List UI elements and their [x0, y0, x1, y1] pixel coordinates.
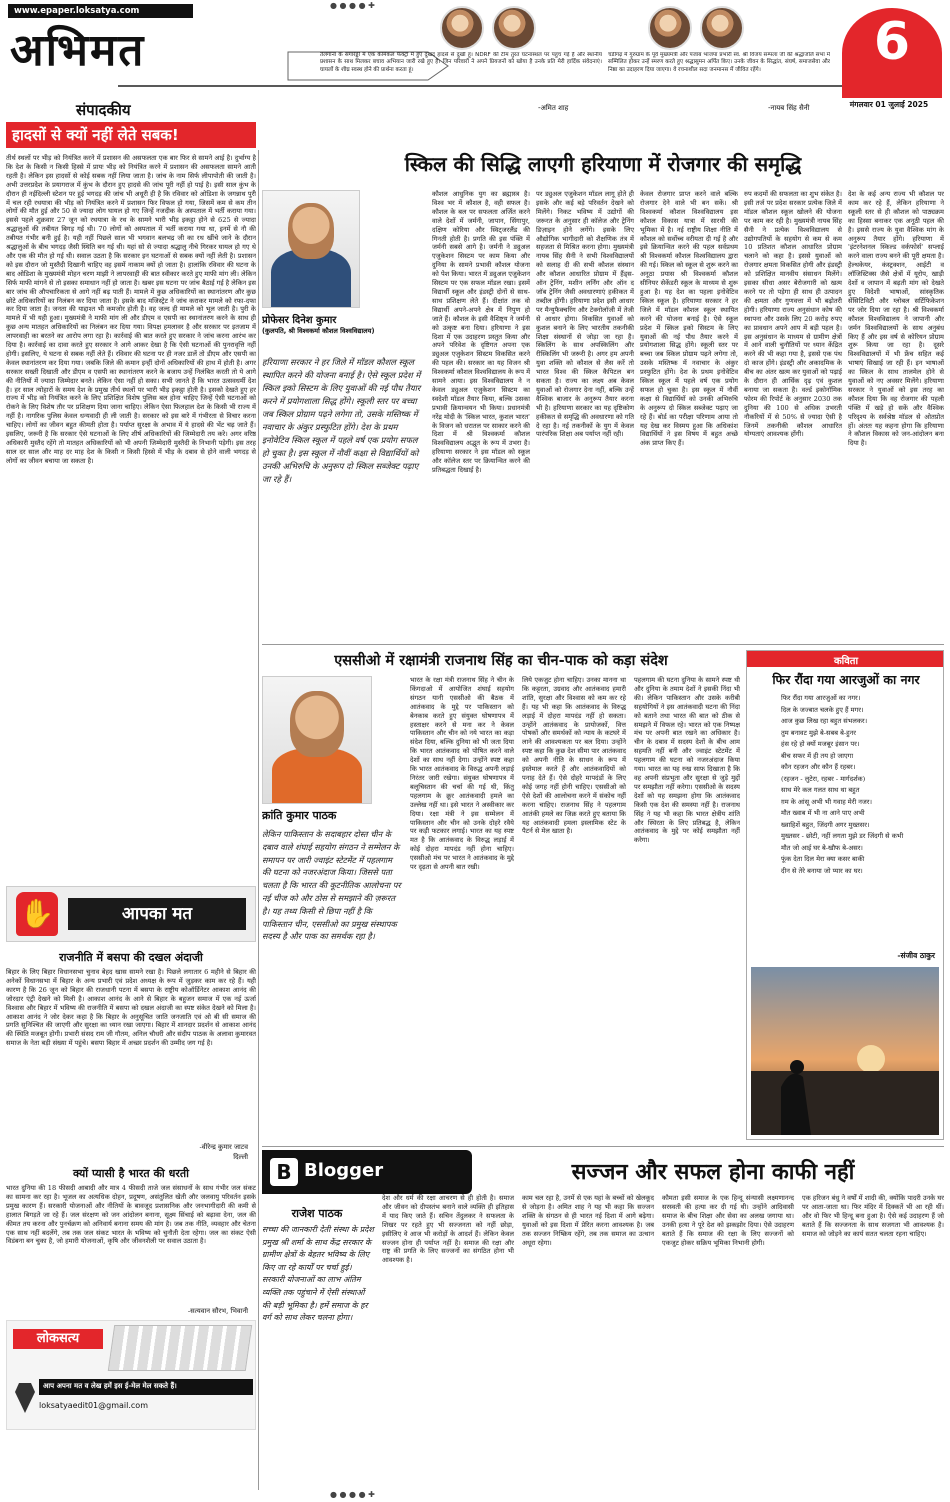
loksatya-promo [6, 1320, 256, 1430]
letter1-place: दिल्ली [233, 1153, 248, 1161]
loksatya-email[interactable]: loksatyaedit01@gmail.com [39, 1401, 148, 1410]
blogger-headline: सज्जन और सफल होना काफी नहीं [571, 1160, 855, 1185]
blogger-col3: कौमता इसी समाज के एक हिन्दू संन्यासी लक्ष्मणानन्द सरस्वती की हत्या कर दी गई थी। उन्होंने आदिवासी समाज के बीच शिक्षा और सेवा का अलख जगाया था। उनकी हत्या ने पूरे देश को झकझोर दिया। ऐसे उदाहरण बताते हैं कि समाज की रक्षा के लिए सज्जनों को एकजुट होकर सक्रिय भूमिका निभानी होगी। [662, 1194, 794, 1247]
loksatya-logo: लोकसत्य [13, 1329, 103, 1349]
blogger-col1: देश और धर्म की रक्षा आचरण से ही होती है। समाज और जीवन को दीपस्तंभ बनाने वाले व्यक्ति ही इतिहास में याद किए जाते हैं। सचिन तेंदुलकर ने सफलता के शिखर पर रहते हुए भी सज्जनता को नहीं छोड़ा, इसीलिए वे आज भी करोड़ों के आदर्श हैं। लेकिन केवल सज्जन होना ही पर्याप्त नहीं है। समाज की रक्षा और राष्ट्र की प्रगति के लिए सज्जनों का संगठित होना भी आवश्यक है। [382, 1194, 514, 1265]
article-skill-author-role: (कुलपति, श्री विश्वकर्मा कौशल विश्वविद्यालय) [262, 327, 375, 335]
kranti-kumar-pathak-photo [262, 676, 372, 804]
article-skill-headline: स्किल की सिद्धि लाएगी हरियाणा में रोजगार की समृद्धि [404, 152, 802, 176]
issue-date: मंगलवार 01 जुलाई 2025 [849, 100, 929, 109]
editorial [6, 100, 256, 880]
blogger-section [262, 1150, 944, 1492]
newspaper-stack-graphic [108, 1325, 252, 1371]
poem-box [746, 650, 944, 1140]
letter2-author: -सत्यवान सौरभ, भिवानी [187, 1307, 248, 1315]
letter1-author: -वीरेन्द्र कुमार जाटव [199, 1143, 248, 1151]
article-sco-headline: एससीओ में रक्षामंत्री राजनाथ सिंह का चीन-पाक को कड़ा संदेश [334, 653, 668, 669]
poem-line: ख्वाहिशें बहुत, जिंदगी अगर मुख्तसर। [781, 820, 870, 829]
poem-kicker: कविता [747, 651, 944, 667]
pen-nib-icon [15, 1383, 35, 1413]
poem-line: बीच सफर में ही तय हो जाएगा [781, 751, 854, 760]
article-skill-col5: देश के कई अन्य राज्य भी कौशल पर काम कर रहे हैं, लेकिन हरियाणा ने स्कूली स्तर से ही कौशल को पाठ्यक्रम का हिस्सा बनाकर एक अनूठी पहल की है। इससे राज्य के युवा वैश्विक मांग के अनुरूप तैयार होंगे। हरियाणा में 'इंटरनेशनल स्किल्ड वर्कफोर्स' सप्लाई करने वाला राज्य बनने की पूरी क्षमता है। हेल्थकेयर, कंस्ट्रक्शन, आईटी व लॉजिस्टिक्स जैसे क्षेत्रों में यूरोप, खाड़ी देशों व जापान में बढ़ती मांग को देखते हुए विदेशी भाषाओं, सांस्कृतिक सेंसिटिविटी और ग्लोबल सर्टिफिकेशन पर जोर दिया जा रहा है। श्री विश्वकर्मा कौशल विश्वविद्यालय ने जापानी और जर्मन विश्वविद्यालयों के साथ अनुबंध किए हैं और इस वर्ष से कोरियन प्रोग्राम शुरू किया जा रहा है। दूसरे विश्वविद्यालयों में भी फ्रेंच सहित कई भाषाएं सिखाई जा रही हैं। इन भाषाओं का स्किल के साथ तालमेल होने से युवाओं को नए अवसर मिलेंगे। हरियाणा सरकार ने युवाओं को इस तरह का कौशल दिया कि वह रोजगार की पहली पंक्ति में खड़े हो सकें और वैश्विक परिदृश्य के सर्वश्रेष्ठ मॉडल से ओतप्रोत हों। अंततः यह कहना होगा कि हरियाणा ने कौशल विकास को जन-आंदोलन बना दिया है। [848, 190, 944, 448]
poem-line: मौत ख्वाब में भी ना आने पाए अभी [781, 809, 865, 817]
article-sco-col3: पहलगाम की घटना दुनिया के सामने स्पष्ट थी और दुनिया के तमाम देशों ने इसकी निंदा भी की। लेकिन पाकिस्तान और उसके करीबी सहयोगियों ने इस आतंकवादी घटना की निंदा को बताने तथा भारत की बात को ठीक से समझने में विफल रहे। भारत को एक निष्पक्ष मंच पर अपनी बात रखने का अधिकार है। चीन के दबाव में सदस्य देशों के बीच आम सहमति नहीं बनी और ज्वाइंट स्टेटमेंट में पहलगाम की घटना को नजरअंदाज किया गया। भारत का यह रुख साफ दिखाता है कि वह अपनी संप्रभुता और सुरक्षा से जुड़े मुद्दों पर समझौता नहीं करेगा। एससीओ के सदस्य देशों को यह समझना होगा कि आतंकवाद किसी एक देश की समस्या नहीं है। राजनाथ सिंह ने यह भी कहा कि भारत क्षेत्रीय शांति और स्थिरता के लिए प्रतिबद्ध है, लेकिन आतंकवाद के मुद्दे पर कोई समझौता नहीं करेगा। [634, 676, 740, 845]
section-title: अभिमत [10, 25, 146, 76]
letter1-body: बिहार के लिए बिहार विधानसभा चुनाव बेहद खास सामने रखा है। पिछले लगातार 6 महीने से बिहार की अनेकों विधानसभा में बिहार के अन्य प्रभारी एवं प्रदेश अध्यक्ष के रूप में जुड़कर काम कर रहे हैं। यही कारण है कि 26 जून को बिहार की राजधानी पटना में बसपा के राष्ट्रीय कोऑर्डिनेटर आकाश आनंद की जोरदार एंट्री देखने को मिली है। आकाश आनंद के आने से बिहार के बहुजन समाज में एक नई ऊर्जा विश्वास और बिहार में भविष्य की राजनीति में बसपा को दखल अंदाजी का स्पष्ट संकेत देखने को मिला है। आकाश आनंद ने जोर देकर कहा है कि बिहार के अनुसूचित जाति जनजाति एवं ओ बी सी समाज की प्रगति सुनिश्चित की जाएगी और सुरक्षा का ध्यान रखा जाएगा। बिहार में शानदार प्रदर्शन से आकाश आनंद की स्थिति मजबूत होगी। प्रभारी संसद राम जी गौतम, अनिल चौधरी और संदीप पाठक के अलावा कुमारवत समाज के नेता बड़ी संख्या में पहुंचे। बसपा बिहार में अच्छा प्रदर्शन की उम्मीद जग गई है। [6, 968, 256, 1048]
poem-line: फूंक देता दिल मेरा क्या कसर बाकी [781, 855, 865, 863]
aapka-mat [6, 886, 256, 1492]
thumbs-up-icon: ✋ [16, 892, 58, 936]
poem-line: मुख्तसर - छोटी, नहीं लगता मुझे डर जिंदगी से कभी [781, 832, 904, 840]
article-sco-pullquote: लेकिन पाकिस्तान के सदाबहार दोस्त चीन के दबाव वाले शंघाई सहयोग संगठन ने सम्मेलन के समापन पर जारी ज्वाइंट स्टेटमेंट में पहलगाम की घटना को नजरअंदाज किया। जिससे पता चलता है कि भारत की कूटनीतिक आलोचना पर नई चीज को और ठोस से समझाने की ज़रूरत है। यह तथ्य किसी से छिपा नहीं है कि पाकिस्तान चीन, एससीओ का प्रमुख संस्थापक सदस्य है और पाक का समर्थक रहा है। [262, 829, 401, 942]
article-sco-author: क्रांति कुमार पाठक [262, 809, 337, 822]
poem-line: आज कुछ लिख रहा बहुत संभलकर। [781, 717, 868, 725]
nayab-saini-photo-2 [700, 6, 744, 50]
aapka-mat-label: आपका मत [68, 898, 246, 930]
nayab-saini-photo [648, 6, 692, 50]
dinesh-kumar-photo [262, 190, 360, 308]
poem-line: ग़म के आंसू अभी भी गवाह मेरी नजर। [781, 797, 872, 806]
poem-line: दिल के जज्बात चलके हुए हैं मगर। [781, 705, 864, 714]
blogger-label: Blogger [304, 1160, 384, 1181]
poem-line: (रहजन - लुटेरा, रहबर - मार्गदर्शक) [781, 774, 866, 783]
article-sco-col2: लिये एकजुट होना चाहिए। उनका मानना था कि कट्टरता, उग्रवाद और आतंकवाद हमारी शांति, सुरक्षा और विश्वास को कम कर रहे हैं। यह भी कहा कि आतंकवाद के विरुद्ध लड़ाई में दोहरा मापदंड नहीं हो सकता। उन्होंने आतंकवाद के प्रायोजकों, वित्त पोषकों और समर्थकों को न्याय के कटघरे में लाने की आवश्यकता पर बल दिया। उन्होंने स्पष्ट कहा कि कुछ देश सीमा पार आतंकवाद को अपनी नीति के साधन के रूप में इस्तेमाल करते हैं और आतंकवादियों को पनाह देते हैं। ऐसे दोहरे मापदंडों के लिए कोई जगह नहीं होनी चाहिए। एससीओ को ऐसे देशों की आलोचना करने में संकोच नहीं करना चाहिए। राजनाथ सिंह ने पहलगाम आतंकी हमले का जिक्र करते हुए बताया कि यह आतंकवादी हमला इस्लामिक स्टेट के पैटर्न से मेल खाता है। [522, 676, 626, 836]
poem-line: कौन रहजन और कौन हैं रहबर। [781, 763, 856, 771]
amit-shah-photo [440, 6, 484, 50]
poem-line: तुम बनावट मुझे बे-सबब बे-हुनर [781, 728, 856, 737]
editorial-kicker: संपादकीय [76, 101, 131, 119]
amit-shah-photo-2 [492, 6, 536, 50]
registration-marks-bottom: ● ● ● ● ✚ [330, 1490, 375, 1499]
blogger-col2: काम चल रहा है, उनमें से एक यहां के बच्चों को खेलकूद से जोड़ना है। अमित शाह ने यह भी कहा कि सज्जन शक्ति के संगठन से ही भारत नई दिशा में आगे बढ़ेगा। युवाओं को इस दिशा में प्रेरित करना आवश्यक है। जब तक सज्जन निष्क्रिय रहेंगे, तब तक समाज का उत्थान अधूरा रहेगा। [522, 1194, 654, 1247]
article-skill [262, 150, 944, 640]
article-skill-col2: पर ड्युअल एजुकेशन मॉडल लागू होते ही इसके और कई बड़े परिवर्तन देखने को मिलेंगे। निकट भविष्य में उद्योगों की जरूरत के अनुसार ही कॉलेज और ट्रेनिंग डिज़ाइन होने लगेंगे। इसके लिए औद्योगिक भागीदारी को शैक्षणिक तंत्र में सहजता से मिश्रित करना होगा। मुख्यमंत्री नायब सिंह सैनी ने सभी विश्वविद्यालयों को सलाह दी की सभी कौशल संस्थान और कौशल आधारित प्रोग्राम में हैंड्स-ऑन ट्रेनिंग, मशीन लर्निंग और ऑन द जॉब ट्रेनिंग जैसी अवधारणाएं हकीकत में तब्दील होंगी। हरियाणा प्रदेश इसी आधार पर मैन्युफैक्चरिंग और टेक्नोलॉजी में तेजी से आधार होगा। विकसित युवाओं को कुशल बनाने के लिए भारतीय तकनीकी शिक्षा संस्थानों से जोड़ा जा रहा है। स्किलिंग के साथ अपस्किलिंग और रीस्किलिंग भी जरूरी है। अगर हम अपनी युवा शक्ति को कौशल से लैस करें तो भारत विश्व की स्किल कैपिटल बन सकता है। राज्य का लक्ष्य अब केवल युवाओं को रोजगार देना नहीं, बल्कि उन्हें वैश्विक बाजार के अनुरूप तैयार करना भी है। हरियाणा सरकार का यह दृष्टिकोण हकीकत से समृद्धि की अवधारणा को गति दे रहा है। नई तकनीकों के युग में केवल पारंपरिक शिक्षा अब पर्याप्त नहीं रही। [536, 190, 634, 439]
poem-illustration [751, 967, 939, 1135]
quote-nayab-saini-author: -नायब सिंह सैनी [768, 104, 810, 112]
poem-line: दीन से तेरे बनाया जो प्यार का घर। [781, 866, 863, 875]
poem-title: फिर रौंदा गया आरजुओं का नगर [772, 672, 920, 687]
article-skill-col4: रुप कदमों की सफलता का शुभ संकेत है। इसी तर्ज पर प्रदेश सरकार प्रत्येक जिले में मॉडल कौशल स्कूल खोलने की योजना पर काम कर रही है। मुख्यमंत्री नायब सिंह सैनी ने प्रत्येक विश्वविद्यालय से उद्योगपतियों के सहयोग से कम से कम 10 प्रतिशत कौशल आधारित प्रोग्राम चलाने को कहा है। इससे युवाओं को रोजगार क्षमता विकसित होगी और इंडस्ट्री को प्रशिक्षित मानवीय संसाधन मिलेंगे। इसका सीधा असर बेरोजगारी को खत्म करने पर तो पड़ेगा ही साथ ही उत्पादन की क्षमता और गुणवत्ता में भी बढ़ोतरी होगी। हरियाणा राज्य अनुसंधान कोष की स्थापना और उसके लिए 20 करोड़ रुपए का प्रावधान अपने आप में बड़ी पहल है। इस अनुसंधान के माध्यम से ग्रामीण क्षेत्रों में आने वाली चुनौतियों पर ध्यान केंद्रित करने की भी कहा गया है, इससे एक पंथ दो काज होंगे। इंडस्ट्री और अकादमिक के बीच का अंतर खत्म कर युवाओं को पढ़ाई के दौरान ही आर्थिक दृढ़ एवं कुशल बनाया जा सकता है। वर्ल्ड इकोनॉमिक फोरम की रिपोर्ट के अनुसार 2030 तक दुनिया की 100 से अधिक उभरती नौकरियों में से 50% से ज्यादा ऐसी है जिनमें तकनीकी कौशल आधारित योग्यताएं आवश्यक होंगी। [744, 190, 842, 439]
site-url[interactable]: www.epaper.loksatya.com [8, 4, 193, 18]
editorial-body: तीर्थ स्थलों पर भीड़ को नियंत्रित करने में प्रशासन की असफलता एक बार फिर से सामने आई है। दुर्भाग्य है कि देश के किसी न किसी हिस्से में प्रायः भीड़ को नियंत्रित करने में प्रशासन की असफलता सामने आती रहती है। लेकिन इस हादसों से कोई सबक नहीं लिया जाता है। जांच के नाम सिर्फ लीपापोती की जाती है। अभी उत्तरप्रदेश के प्रयागराज में कुंभ के दौरान हुए हादसे की जांच पूरी नहीं हो पाई है। इसी साल कुंभ के दौरान ही नईदिल्ली स्टेशन पर हुई भगदड़ की जांच भी अधूरी ही है कि रविवार को ओडिशा के जगन्नाथ पुरी में चल रही रथयात्रा की भीड़ को नियंत्रित करने में प्रशासन फिर विफल हो गया, जिसमें कम से कम तीन लोगों की मौत हुई और 50 से ज्यादा लोग घायल हो गए जिन्हें नजदीक के अस्पताल में भर्ती कराया गया। इससे पहले शुक्रवार 27 जून को रथयात्रा के रथ के सामने भारी भीड़ इकट्ठा होने से 625 से ज्यादा श्रद्धालुओं की तबीयत बिगड़ गई थी। 70 लोगों को अस्पताल में भर्ती कराया गया था, इनमें से नौ की तबीयत गंभीर बनी हुई है। यही नहीं पिछले साल भी भगवान बलभद्र जी का रथ खींचे जाने के दौरान श्रद्धालुओं के बीच भगदड़ जैसी स्थिति बन गई थी। यहां सो से ज्यादा श्रद्धालु नीचे गिरकर घायल हो गए थे और एक की मौत हो गई थी। सवाल उठता है कि सरकार इन घटनाओं से सबक क्यों नहीं लेती है। प्रशासन को इस दौरान जो मुस्तैदी दिखानी चाहिए वह इसमें नाकाम क्यों हो जाता है। हालांकि रविवार की घटना के बाद ओडिशा के मुख्यमंत्री मोहन चरण माझी ने लापरवाही की बात स्वीकार करते हुए माफी मांग ली। लेकिन सिर्फ माफी मांगने से तो इसका समाधान नहीं हो जाता है। खबर इस घटना पर जांच बैठाई गई है लेकिन इस बार जांच की औपचारिकता से आगे नहीं बढ़ पाती हैं। मामले में कुछ अधिकारियों का स्थानांतरण और कुछ छोटे अधिकारियों का निलंबन कर दिया जाता है। इसके बाद मजिस्ट्रेट ने जांच कराकर मामले को रफा-दफा कर दिया जाता है। जनता की याद्दाश्त भी कमजोर होती है। वह जल्द ही मामले को भूल जाती है। पुरी के मामले में भी यही हुआ। मुख्यमंत्री ने माफी मांग ली और डीएम व एसपी का स्थानांतरण करने के साथ ही कुछ अन्य मातहत अधिकारियों का निलंबन कर दिया गया। विपक्ष हमलावर है और सरकार पर इतजाम में लापरवाही का बरतने का आरोप लगा रहा है। कार्रवाई की बात करते हुए सरकार ने जांच करना आरंभ कर दिया है। कार्रवाई का दावा करते हुए सरकार ने आगे आकर देखा है कि ऐसी घटनाओं की पुनरावृत्ति नहीं होगी। इसलिए, ये घटना से सबक नहीं लेते हैं। रविवार की घटना पर ही नजर डालें तो डीएम और एसपी का केवल स्थानांतरण कर दिया गया। जबकि जिले की कमान इन्हीं दोनों अधिकारियों की हाथ में होती है। अगर सरकार सख्ती दिखाती और डीएम व एसपी का स्थानांतरण करने के बजाय उन्हें निलंबित करती तो ये आगे की नीतियों में ज्यादा जिम्मेदार बनते। लेकिन ऐसा नहीं हो सका। सभी जानते हैं कि भारत उत्सवधर्मी देश है। हर साल त्योहारों के समय देश के प्रमुख तीर्थ स्थलों पर भारी भीड़ इकट्ठा होती है। इसको देखते हुए हर राज्य में भीड़ को नियंत्रित करने के लिए प्रशिक्षित विशेष पुलिस बल होना चाहिए जिन्हें ऐसी घटनाओं को रोकने के लिए विशेष तौर पर प्रशिक्षण दिया जाना चाहिए। लेकिन ऐसा फिलहाल देश के किसी भी राज्य में नहीं है। नागरिक पुलिस केवल धन्यवादी ही ली जाती है। सरकार को इस बारे में गंभीरता से विचार करना चाहिए। लोगों का जीवन बहुत कीमती होता है। पर्याप्त सुरक्षा के अभाव में ये हादसे की भेंट चढ़ जाते हैं। इसलिए, जरूरी है कि सरकार ऐसे घटनाओं के लिए शीर्ष अधिकारियों की जिम्मेदारी तय करे। अगर वरिष्ठ अधिकारी मुस्तैद रहेंगे तो मातहत अधिकारियों को भी अपनी जिम्मेदारी मुस्तैदी के निभानी पड़ेगी। इस तरह साल दर साल और माह दर माह देश के किसी न किसी हिस्से में भीड़ के दबाव से होने वाली भगदड़ से लोगों का जीवन बचाया जा सकता है। [6, 154, 256, 465]
blogger-icon: B [270, 1158, 298, 1186]
blogger-col4: एक हरिजन बंधु ने वर्षों में शादी की, क्योंकि पादरी उनके घर पर आता-जाता था। फिर मंदिर में दिक्कतें भी आ रही थीं। और वो फिर भी हिन्दू बना हुआ है। ऐसे कई उदाहरण हैं जो बताते हैं कि सज्जनता के साथ सजगता भी आवश्यक है। समाज को जोड़ने का कार्य सतत चलता रहना चाहिए। [802, 1194, 944, 1238]
poem-line: फिर रौंदा गया आरजुओं का नगर। [781, 694, 861, 702]
poem-line: हंस रहे हो क्यों मजबूर इंसान पर। [781, 740, 860, 748]
poem-line: मौत जो आई घर बे-खौफ बे-असर। [781, 843, 863, 852]
article-sco-col1: भारत के रक्षा मंत्री राजनाथ सिंह ने चीन के किंगदाओ में आयोजित शंघाई सहयोग संगठन यानी एससीओ की बैठक में आतंकवाद के मुद्दे पर पाकिस्तान को बेनकाब करते हुए संयुक्त घोषणापत्र में हस्ताक्षर करने से मना कर ने केवल पाकिस्तान और चीन को नये भारत का कड़ा संदेश दिया, बल्कि दुनिया को भी जता दिया कि भारत आतंकवाद को पोषित करने वाले देशों का साथ नहीं देगा। उन्होंने स्पष्ट कहा कि भारत आतंकवाद के विरुद्ध अपनी लड़ाई निरंतर जारी रखेगा। संयुक्त घोषणापत्र में बलूचिस्तान की चर्चा की गई थी, किंतु पहलगाम के क्रूर आतंकवादी हमले का उल्लेख नहीं था। इसे भारत ने अस्वीकार कर दिया। रक्षा मंत्री ने इस सम्मेलन में पाकिस्तान और चीन को उनके दोहरे रवैये पर कड़ी फटकार लगाई। भारत का यह स्पष्ट मत है कि आतंकवाद के विरुद्ध लड़ाई में कोई दोहरा मापदंड नहीं होना चाहिए। एससीओ मंच पर भारत ने आतंकवाद के मुद्दे पर दृढ़ता से अपनी बात रखी। [410, 676, 514, 872]
poem-lines [781, 693, 939, 983]
letter2-body: भारत दुनिया की 18 फीसदी आबादी और मात्र 4 फीसदी ताजे जल संसाधनों के साथ गंभीर जल संकट का सामना कर रहा है। भूजल का अत्यधिक दोहन, प्रदूषण, असंतुलित खेती और जलवायु परिवर्तन इसके प्रमुख कारण हैं। सरकारी योजनाओं और नीतियों के बावजूद प्रशासनिक और जनभागीदारी की कमी से हालात बिगड़ते जा रहे हैं। जल संरक्षण को जन आंदोलन बनाना, सूक्ष्म सिंचाई को बढ़ावा देना, जल की कीमत तय करना और पुनर्चक्रण को अनिवार्य बनाना समय की मांग है। जब तक नीति, व्यवहार और चेतना एक साथ नहीं बदलेंगे, तब तक जल संकट भारत के भविष्य को चुनौती देता रहेगा। जल का संकट ऐसी विडंबना बन चुका है, जो हमारी योजनाओं, कृषि और जीवनशैली पर सवाल उठाता है। [6, 1184, 256, 1246]
article-skill-col1: कौशल आधुनिक युग का ब्रह्मास्त्र है। विश्व भर में कौशल है, वही सफल है। कौशल के बल पर सफलता अर्जित करने वाले देशों में जर्मनी, जापान, सिंगापुर, दक्षिण कोरिया और स्विट्जरलैंड की गिनती होती है। प्रगति की इस पंक्ति में जर्मनी सबसे आगे है। जर्मनी ने ड्युअल एजुकेशन सिस्टम पर काम किया और दुनिया के सामने प्रभावी कौशल योजना को पेश किया। भारत में ड्युअल एजुकेशन सिस्टम पर एक सफल मॉडल रखा। इसमें विद्यार्थी स्कूल और इंडस्ट्री दोनों से साथ-साथ प्रशिक्षण लेते हैं। दीक्षांत तक वो विद्यार्थी अपने-अपने क्षेत्र में निपुण हो जाते हैं। कौशल के इसी वैशिष्ट्य ने जर्मनी को उत्कृष्ट बना दिया। हरियाणा ने इस दिशा में एक उदाहरण प्रस्तुत किया और अपने परिवेश के दृष्टिगत अपना एक ड्युअल एजुकेशन सिस्टम विकसित करने की पहल की। सरकार का यह विजन श्री विश्वकर्मा कौशल विश्वविद्यालय के रूप में सामने आया। इस विश्वविद्यालय ने न केवल ड्युअल एजुकेशन सिस्टम का स्वदेशी मॉडल तैयार किया, बल्कि उसका प्रभावी क्रियान्वयन भी किया। प्रधानमंत्री नरेंद्र मोदी के 'स्किल भारत, कुशल भारत' के विजन को धरातल पर साकार करने की दिशा में श्री विश्वकर्मा कौशल विश्वविद्यालय अद्भुत के रूप में उभरा है। हरियाणा सरकार ने इस मॉडल को स्कूल और कॉलेज स्तर पर क्रियान्वित करने की प्रतिबद्धता दिखाई है। [432, 190, 531, 475]
quote-amit-shah: तेलंगाना के संगारेड्डी में एक केमिकल फैक्ट्री में हुए दुखद हादसे से दुखी हूं। NDRF की टीम तुरंत घटनास्थल पर पहुंच गई है और स्थानीय प्रशासन के साथ मिलकर बचाव अभियान जारी रखे हुए है। जिन परिवारों ने अपने प्रियजनों को खोया है उनके प्रति मेरी हार्दिक संवेदनाएं। घायलों के शीघ्र स्वस्थ होने की प्रार्थना करता हूं। [320, 52, 602, 73]
article-skill-author: प्रोफेसर दिनेश कुमार [262, 315, 337, 326]
letter1-title: राजनीति में बसपा की दखल अंदाजी [59, 951, 203, 964]
quote-nayab-saini: चंडीगढ़ में गुरुग्राम के पूर्व मुख्यमंत्री और पंजाब भाजपा प्रभारी स्व. श्री विजय सम्पला जी की श्रद्धांजलि सभा में सम्मिलित होकर उन्हें स्मरण करते हुए श्रद्धासुमन अर्पित किए। उनके जीवन के सिद्धांत, संघर्ष, समाजसेवा और निष्ठा का उदाहरण दिया जाएगा। वे रचनाशील सदा जनमानस में जीवित रहेंगे। [608, 52, 830, 73]
article-sco [262, 650, 740, 1145]
poem-line: साथ मेरे कल गलत साथ था बहुत [781, 786, 860, 794]
letter2-title: क्यों प्यासी है भारत की धरती [73, 1167, 189, 1180]
blogger-author: राजेश पाठक [291, 1207, 343, 1220]
registration-marks-top: ● ● ● ● ✚ [330, 1, 375, 10]
article-skill-pullquote: हरियाणा सरकार ने हर जिले में मॉडल कौशल स्कूल स्थापित करने की योजना बनाई है। ऐसे स्कूल प्रदेश में स्किल इको सिस्टम के लिए युवाओं की नई पौध तैयार करने में प्रयोगशाला सिद्ध होंगे। स्कूली स्तर पर बच्चा जब स्किल प्रोग्राम पढ़ने लगेगा तो, उसके मस्तिष्क में नवाचार के अंकुर प्रस्फुटित होंगे। देश के प्रथम इनोवेटिव स्किल स्कूल में पहले वर्ष एक प्रयोग सफल हो चुका है। इस स्कूल में नौवीं कक्षा से विद्यार्थियों को उनकी अभिरुचि के अनुरूप दो स्किल सब्जेक्ट पढ़ाए जा रहे हैं। [262, 357, 421, 484]
blogger-pullquote: सच्चा की जानकारी देती संस्था के प्रदेश प्रमुख श्री शर्मा के साथ केंद्र सरकार के ग्रामीण क्षेत्रों के बेहतर भविष्य के लिए किए जा रहे कार्यों पर चर्चा हुई। सरकारी योजनाओं का लाभ अंतिम व्यक्ति तक पहुंचाने में ऐसी संस्थाओं की बड़ी भूमिका है। हमें समाज के हर वर्ग को साथ लेकर चलना होगा। [262, 1225, 374, 1323]
editorial-headline: हादसों से क्यों नहीं लेते सबक! [6, 122, 256, 148]
article-skill-col3: केवल रोजगार प्राप्त करने वाले बल्कि रोजगार देने वाले भी बन सकें। श्री विश्वकर्मा कौशल विश्वविद्यालय इस कौशल विकास यात्रा में सारथी की भूमिका में है। नई राष्ट्रीय शिक्षा नीति में कौशल को सर्वोच्च वरीयता दी गई है और इसे क्रियान्वित करने की पहल सर्वप्रथम श्री विश्वकर्मा कौशल विश्वविद्यालय द्वारा की गई। स्किल को स्कूल से शुरू करने का अनूठा प्रयास श्री विश्वकर्मा कौशल सीनियर सेकेंडरी स्कूल के माध्यम से शुरू हुआ है। यह देश का पहला इनोवेटिव स्किल स्कूल है। हरियाणा सरकार ने हर जिले में मॉडल कौशल स्कूल स्थापित करने की योजना बनाई है। ऐसे स्कूल प्रदेश में स्किल इको सिस्टम के लिए युवाओं की नई पौध तैयार करने में प्रयोगशाला सिद्ध होंगे। स्कूली स्तर पर बच्चा जब स्किल प्रोग्राम पढ़ने लगेगा तो, उसके मस्तिष्क में नवाचार के अंकुर प्रस्फुटित होंगे। देश के प्रथम इनोवेटिव स्किल स्कूल में पहले वर्ष एक प्रयोग सफल हो चुका है। इस स्कूल में नौवीं कक्षा से विद्यार्थियों को उनकी अभिरुचि के अनुरूप दो स्किल सब्जेक्ट पढ़ाए जा रहे हैं। बोर्ड का परीक्षा परिणाम आया तो यह देख कर विस्मय हुआ कि अधिकांश विद्यार्थियों ने इस विषय में बहुत अच्छे अंक प्राप्त किए हैं। [640, 190, 738, 448]
quote-amit-shah-author: -अमित शाह [538, 104, 569, 112]
loksatya-tagline: आप अपना मत व लेख हमें इस ई-मेल मेल सकते हैं। [39, 1379, 253, 1395]
page-number: 6 [873, 12, 911, 72]
poem-author: -संजीव ठाकुर [897, 951, 935, 960]
